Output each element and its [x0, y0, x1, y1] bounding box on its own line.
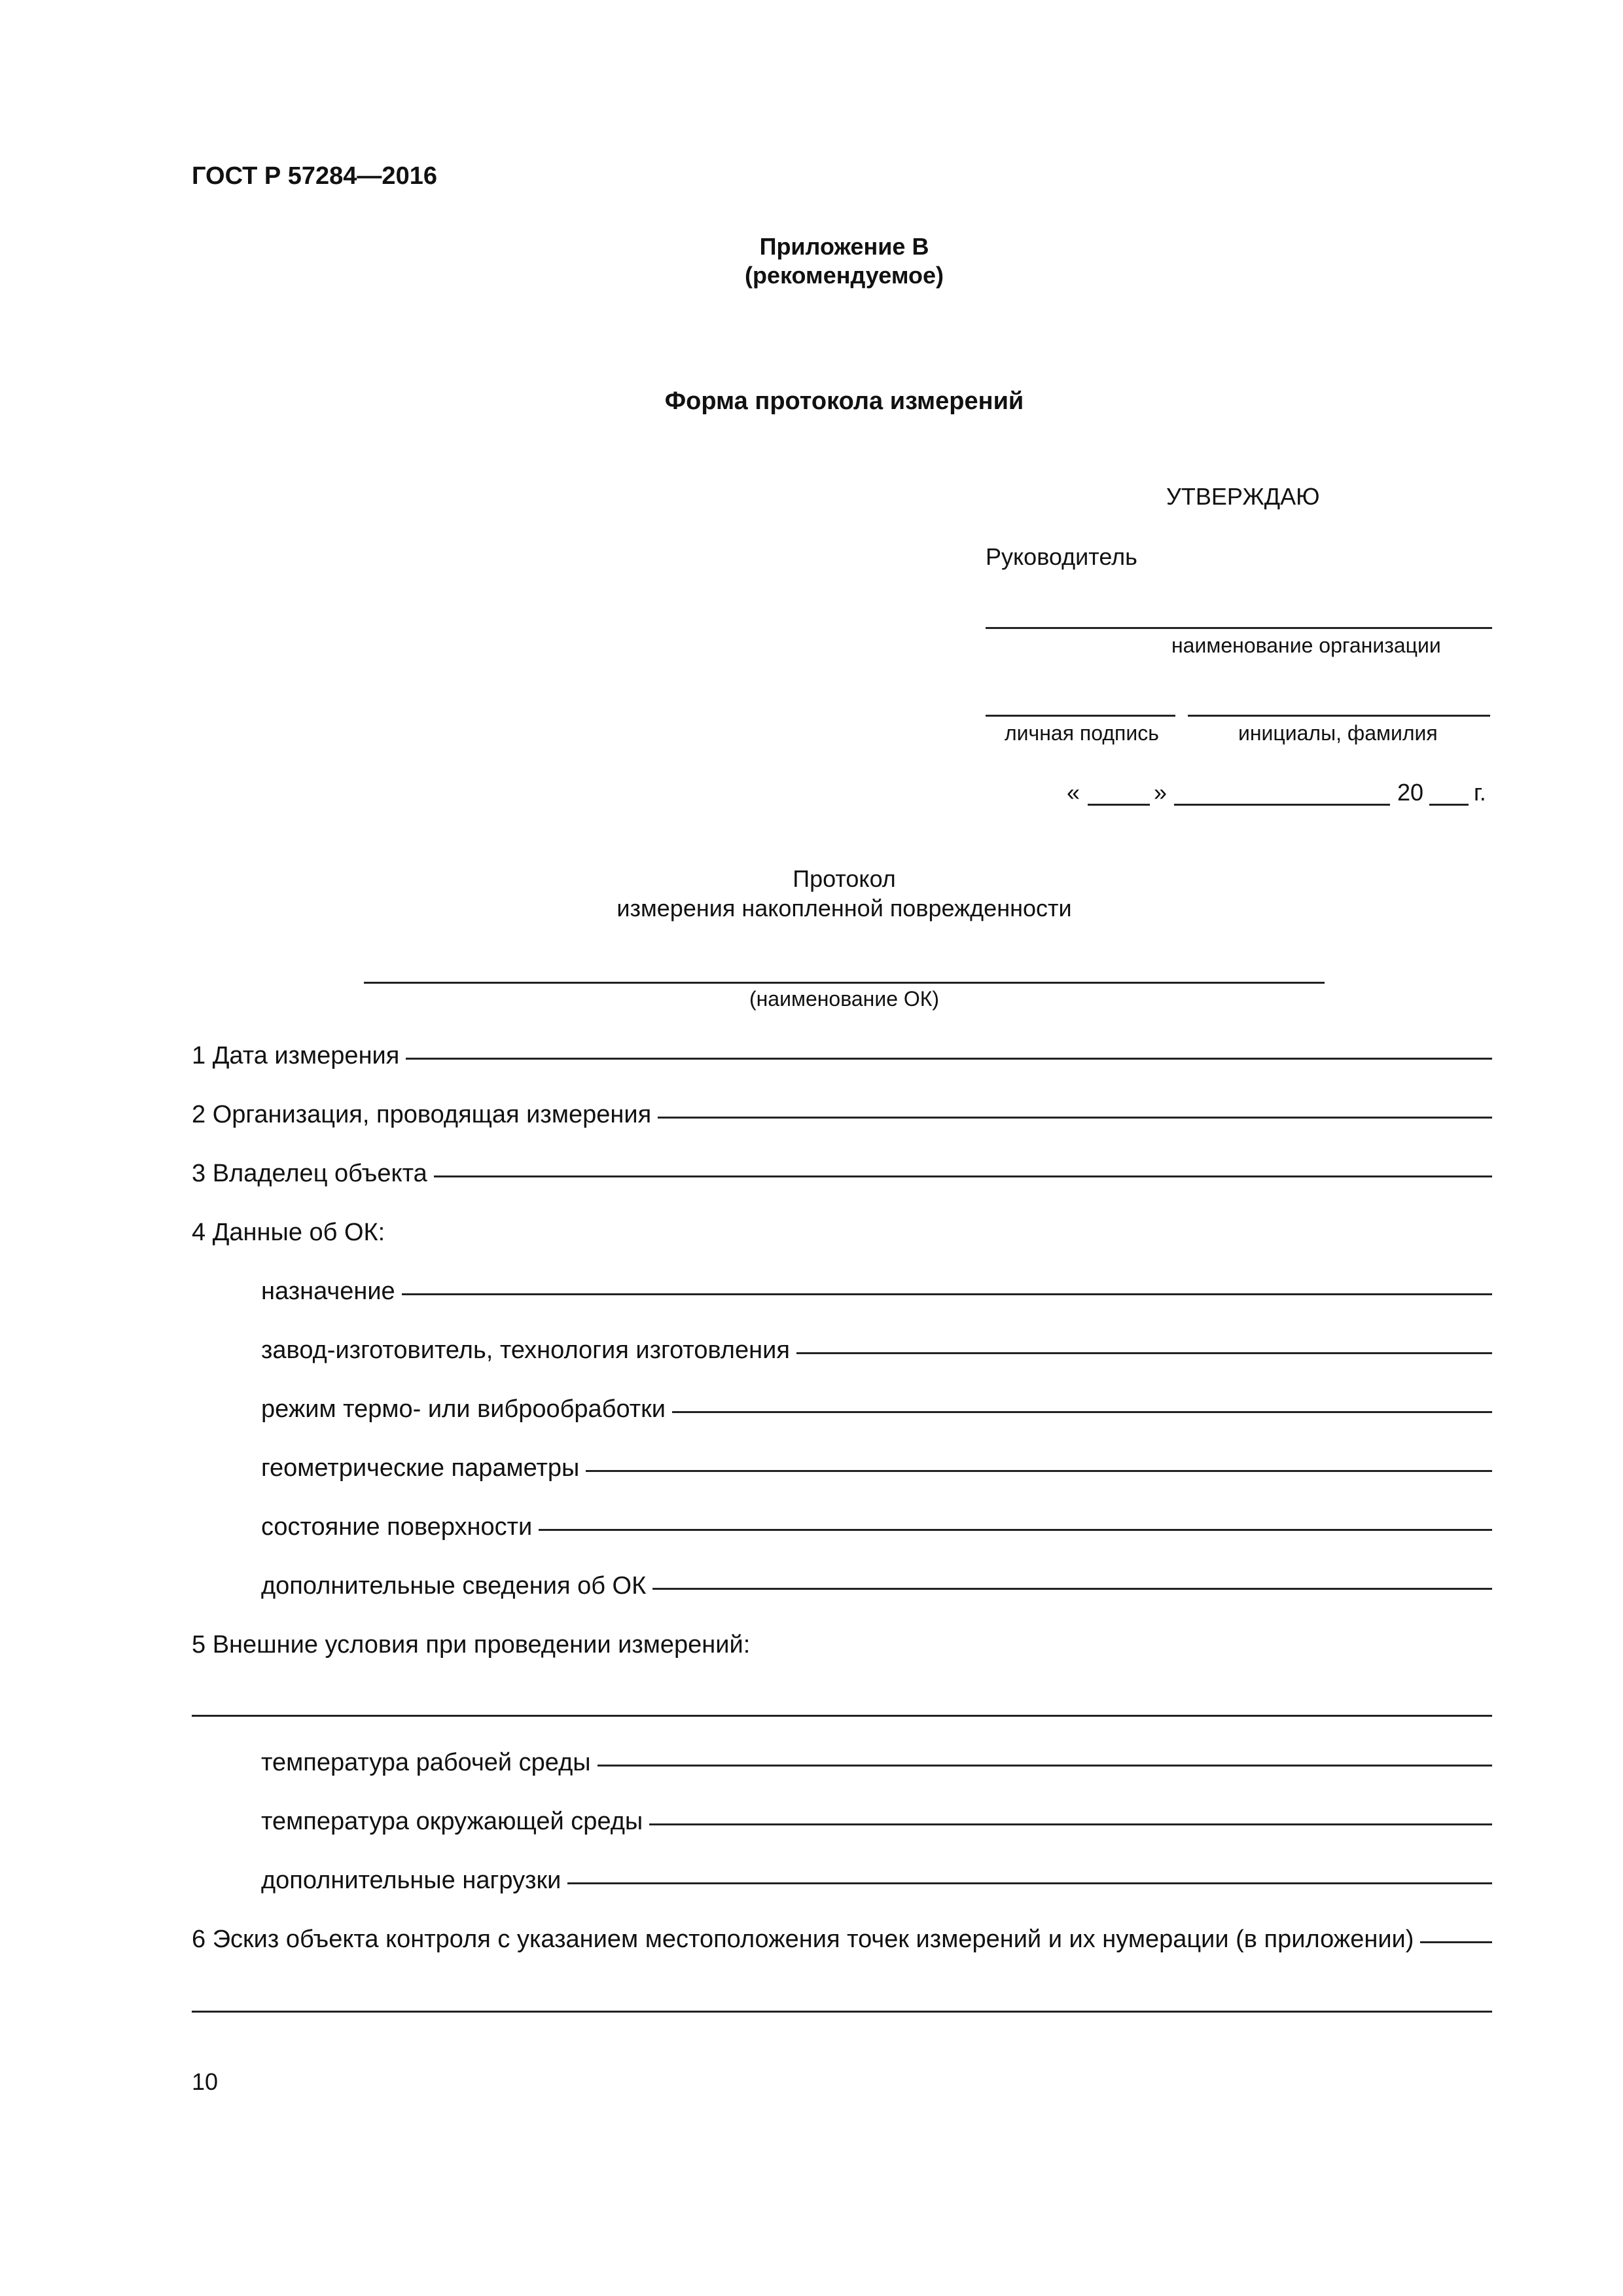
- date-open-quote: «: [1067, 779, 1080, 806]
- list-item: [261, 1513, 1492, 1541]
- date-close-quote: »: [1154, 779, 1168, 806]
- treatment-mode-field[interactable]: [672, 1411, 1492, 1413]
- object-name-caption: (наименование ОК): [749, 987, 940, 1011]
- list-item: [192, 1631, 1492, 1659]
- organization-field[interactable]: [658, 1117, 1492, 1119]
- list-item: [192, 1042, 1492, 1070]
- document-header: ГОСТ Р 57284—2016: [192, 162, 437, 190]
- form-items: [192, 0, 1492, 2296]
- ambient-temperature-label: температура окружающей среды: [261, 1808, 643, 1835]
- appendix-title: Приложение В: [759, 233, 929, 260]
- list-item: [261, 1278, 1492, 1306]
- measurement-date-label: 1 Дата измерения: [192, 1042, 400, 1069]
- treatment-mode-label: режим термо- или виброобработки: [261, 1395, 666, 1423]
- purpose-field[interactable]: [402, 1293, 1492, 1295]
- sketch-field-continuation[interactable]: [192, 2011, 1492, 2013]
- name-caption: инициалы, фамилия: [1238, 721, 1438, 745]
- object-data-heading: 4 Данные об ОК:: [192, 1219, 385, 1246]
- list-item: [261, 1808, 1492, 1836]
- owner-field[interactable]: [434, 1175, 1492, 1177]
- ambient-temperature-field[interactable]: [649, 1823, 1492, 1825]
- protocol-title: Протокол: [793, 865, 896, 892]
- page-number: 10: [192, 2068, 219, 2095]
- manufacturer-field[interactable]: [796, 1352, 1492, 1354]
- owner-label: 3 Владелец объекта: [192, 1160, 427, 1187]
- external-conditions-heading: 5 Внешние условия при проведении измерений:: [192, 1631, 751, 1659]
- list-item: [192, 1926, 1492, 1954]
- approve-label: УТВЕРЖДАЮ: [1166, 483, 1320, 510]
- geometry-label: геометрические параметры: [261, 1454, 580, 1482]
- year-suffix: г.: [1474, 779, 1486, 806]
- protocol-subtitle: измерения накопленной поврежденности: [616, 895, 1072, 922]
- purpose-label: назначение: [261, 1278, 395, 1305]
- list-item: [192, 1160, 1492, 1188]
- list-item: [261, 1336, 1492, 1365]
- surface-condition-field[interactable]: [539, 1529, 1492, 1531]
- organization-caption: наименование организации: [1171, 634, 1441, 657]
- additional-info-label: дополнительные сведения об ОК: [261, 1572, 647, 1600]
- list-item: [261, 1867, 1492, 1895]
- geometry-field[interactable]: [586, 1470, 1492, 1472]
- list-item: [261, 1749, 1492, 1777]
- measurement-date-field[interactable]: [406, 1058, 1492, 1060]
- list-item: [192, 1219, 1492, 1247]
- head-label: Руководитель: [986, 543, 1137, 570]
- sketch-label: 6 Эскиз объекта контроля с указанием местоположения точек измерений и их нумерации (в приложении): [192, 1926, 1414, 1953]
- additional-loads-field[interactable]: [567, 1882, 1492, 1884]
- list-item: [261, 1572, 1492, 1600]
- list-item: [192, 1101, 1492, 1129]
- year-prefix: 20: [1397, 779, 1424, 806]
- external-conditions-field[interactable]: [192, 1715, 1492, 1717]
- additional-info-field[interactable]: [652, 1588, 1492, 1590]
- list-item: [261, 1454, 1492, 1482]
- list-item: [261, 1395, 1492, 1424]
- working-medium-temperature-field[interactable]: [597, 1765, 1492, 1767]
- signature-caption: личная подпись: [1005, 721, 1159, 745]
- sketch-field[interactable]: [1420, 1941, 1492, 1943]
- surface-condition-label: состояние поверхности: [261, 1513, 533, 1541]
- manufacturer-label: завод-изготовитель, технология изготовления: [261, 1336, 790, 1364]
- appendix-subtitle: (рекомендуемое): [745, 262, 944, 289]
- additional-loads-label: дополнительные нагрузки: [261, 1867, 562, 1894]
- working-medium-temperature-label: температура рабочей среды: [261, 1749, 591, 1776]
- organization-label: 2 Организация, проводящая измерения: [192, 1101, 652, 1128]
- form-title: Форма протокола измерений: [664, 387, 1024, 415]
